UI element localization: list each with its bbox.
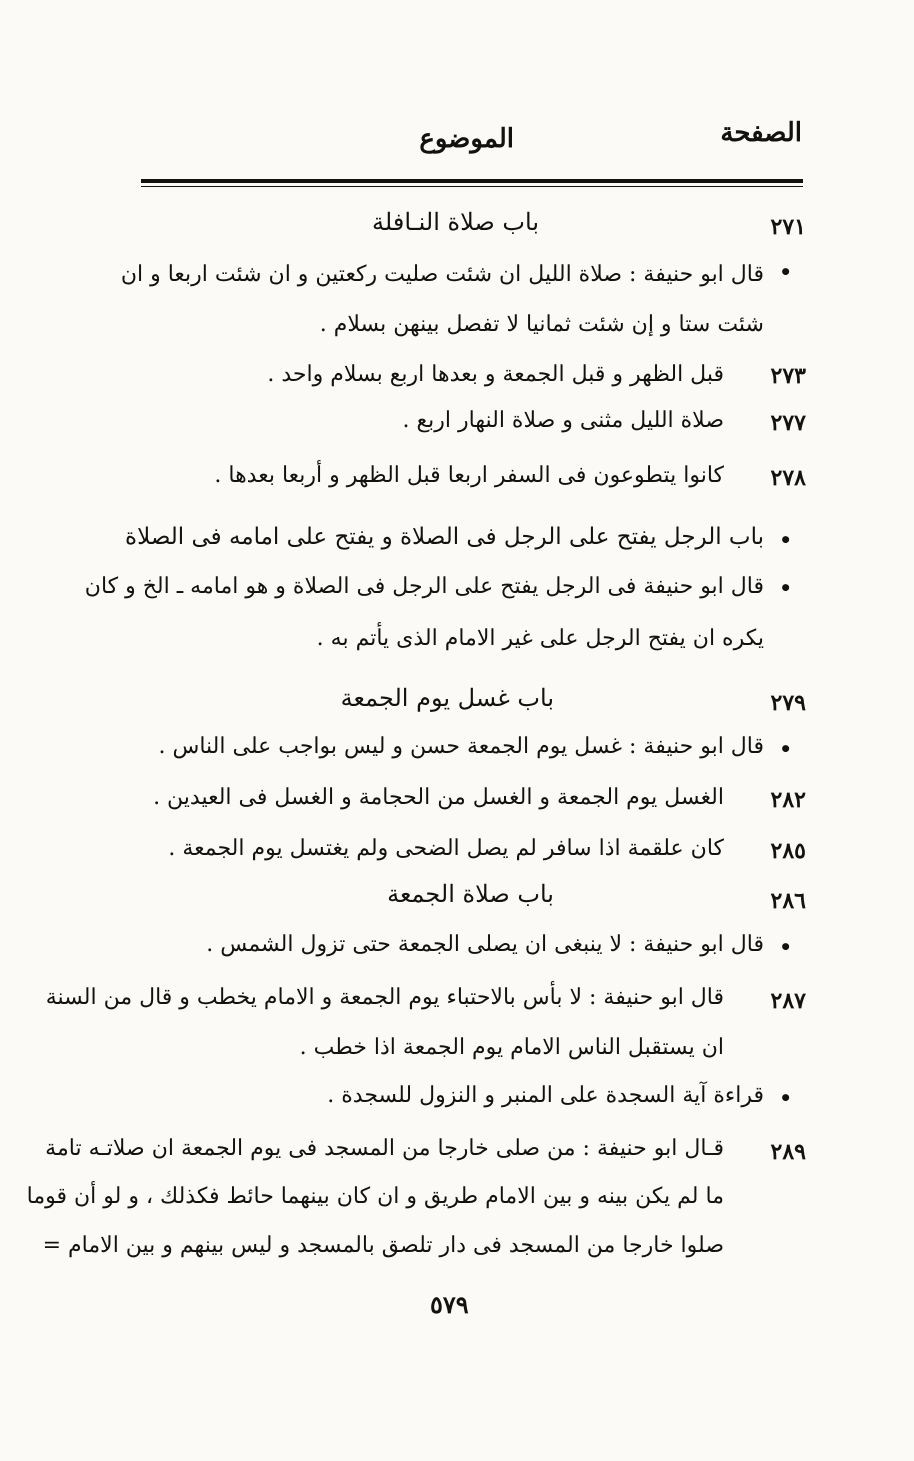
bullet-marker: •	[779, 528, 792, 552]
entry-page-number: ٢٧٩	[770, 690, 806, 716]
entry-text-line: قال ابو حنيفة : لا ينبغى ان يصلى الجمعة حتى تزول الشمس .	[206, 932, 764, 957]
header-rule-thick	[141, 179, 803, 183]
entry-text-line: قال ابو حنيفة : لا بأس بالاحتباء يوم الجمعة و الامام يخطب و قال من السنة	[45, 985, 724, 1010]
entry-text-line: صلاة الليل مثنى و صلاة النهار اربع .	[402, 408, 724, 433]
bullet-marker: •	[779, 935, 792, 959]
section-title: باب صلاة النـافلة	[372, 208, 539, 236]
entry-text-line: ان يستقبل الناس الامام يوم الجمعة اذا خطب .	[299, 1035, 724, 1060]
entry-text-line: يكره ان يفتح الرجل على غير الامام الذى يأتم به .	[316, 626, 764, 651]
entry-page-number: ٢٧٨	[770, 465, 806, 491]
entry-page-number: ٢٨٦	[770, 888, 806, 914]
entry-page-number: ٢٨٢	[770, 787, 806, 813]
entry-text-line: قال ابو حنيفة : صلاة الليل ان شئت صليت ركعتين و ان شئت اربعا و ان	[120, 262, 764, 287]
page-column-header: الصفحة	[720, 118, 802, 148]
entry-text-line: قال ابو حنيفة فى الرجل يفتح على الرجل فى الصلاة و هو امامه ـ الخ و كان	[84, 574, 764, 599]
entry-text-line: ما لم يكن بينه و بين الامام طريق و ان كان بينهما حائط فكذلك ، و لو أن قوما	[26, 1184, 724, 1209]
entry-text-line: شئت ستا و إن شئت ثمانيا لا تفصل بينهن بسلام .	[319, 312, 764, 337]
entry-text-line: قال ابو حنيفة : غسل يوم الجمعة حسن و ليس بواجب على الناس .	[158, 734, 764, 759]
bullet-marker: •	[779, 260, 792, 284]
entry-page-number: ٢٧١	[770, 214, 806, 240]
header-rule-thin	[141, 186, 803, 187]
bullet-marker: •	[779, 1086, 792, 1110]
entry-text-line: الغسل يوم الجمعة و الغسل من الحجامة و الغسل فى العيدين .	[153, 785, 724, 810]
bullet-marker: •	[779, 737, 792, 761]
entry-page-number: ٢٨٩	[770, 1139, 806, 1165]
entry-page-number: ٢٨٧	[770, 988, 806, 1014]
entry-page-number: ٢٧٣	[770, 363, 806, 389]
entry-page-number: ٢٧٧	[770, 410, 806, 436]
entry-text-line: كانوا يتطوعون فى السفر اربعا قبل الظهر و أربعا بعدها .	[214, 463, 724, 488]
entry-page-number: ٢٨٥	[770, 838, 806, 864]
entry-text-line: قـال ابو حنيفة : من صلى خارجا من المسجد فى يوم الجمعة ان صلاتـه تامة	[45, 1136, 724, 1161]
topic-column-header: الموضوع	[419, 124, 514, 154]
section-title: باب غسل يوم الجمعة	[340, 684, 554, 712]
entry-text-line: كان علقمة اذا سافر لم يصل الضحى ولم يغتسل يوم الجمعة .	[168, 836, 724, 861]
page-number: ٥٧٩	[430, 1290, 469, 1319]
entry-text-line: قراءة آية السجدة على المنبر و النزول للسجدة .	[327, 1083, 764, 1108]
entry-text-line: صلوا خارجا من المسجد فى دار تلصق بالمسجد و ليس بينهم و بين الامام =	[42, 1233, 724, 1258]
section-title: باب صلاة الجمعة	[387, 880, 554, 908]
section-heading: باب الرجل يفتح على الرجل فى الصلاة و يفتح على امامه فى الصلاة	[125, 524, 764, 550]
bullet-marker: •	[779, 576, 792, 600]
entry-text-line: قبل الظهر و قبل الجمعة و بعدها اربع بسلام واحد .	[267, 362, 724, 387]
